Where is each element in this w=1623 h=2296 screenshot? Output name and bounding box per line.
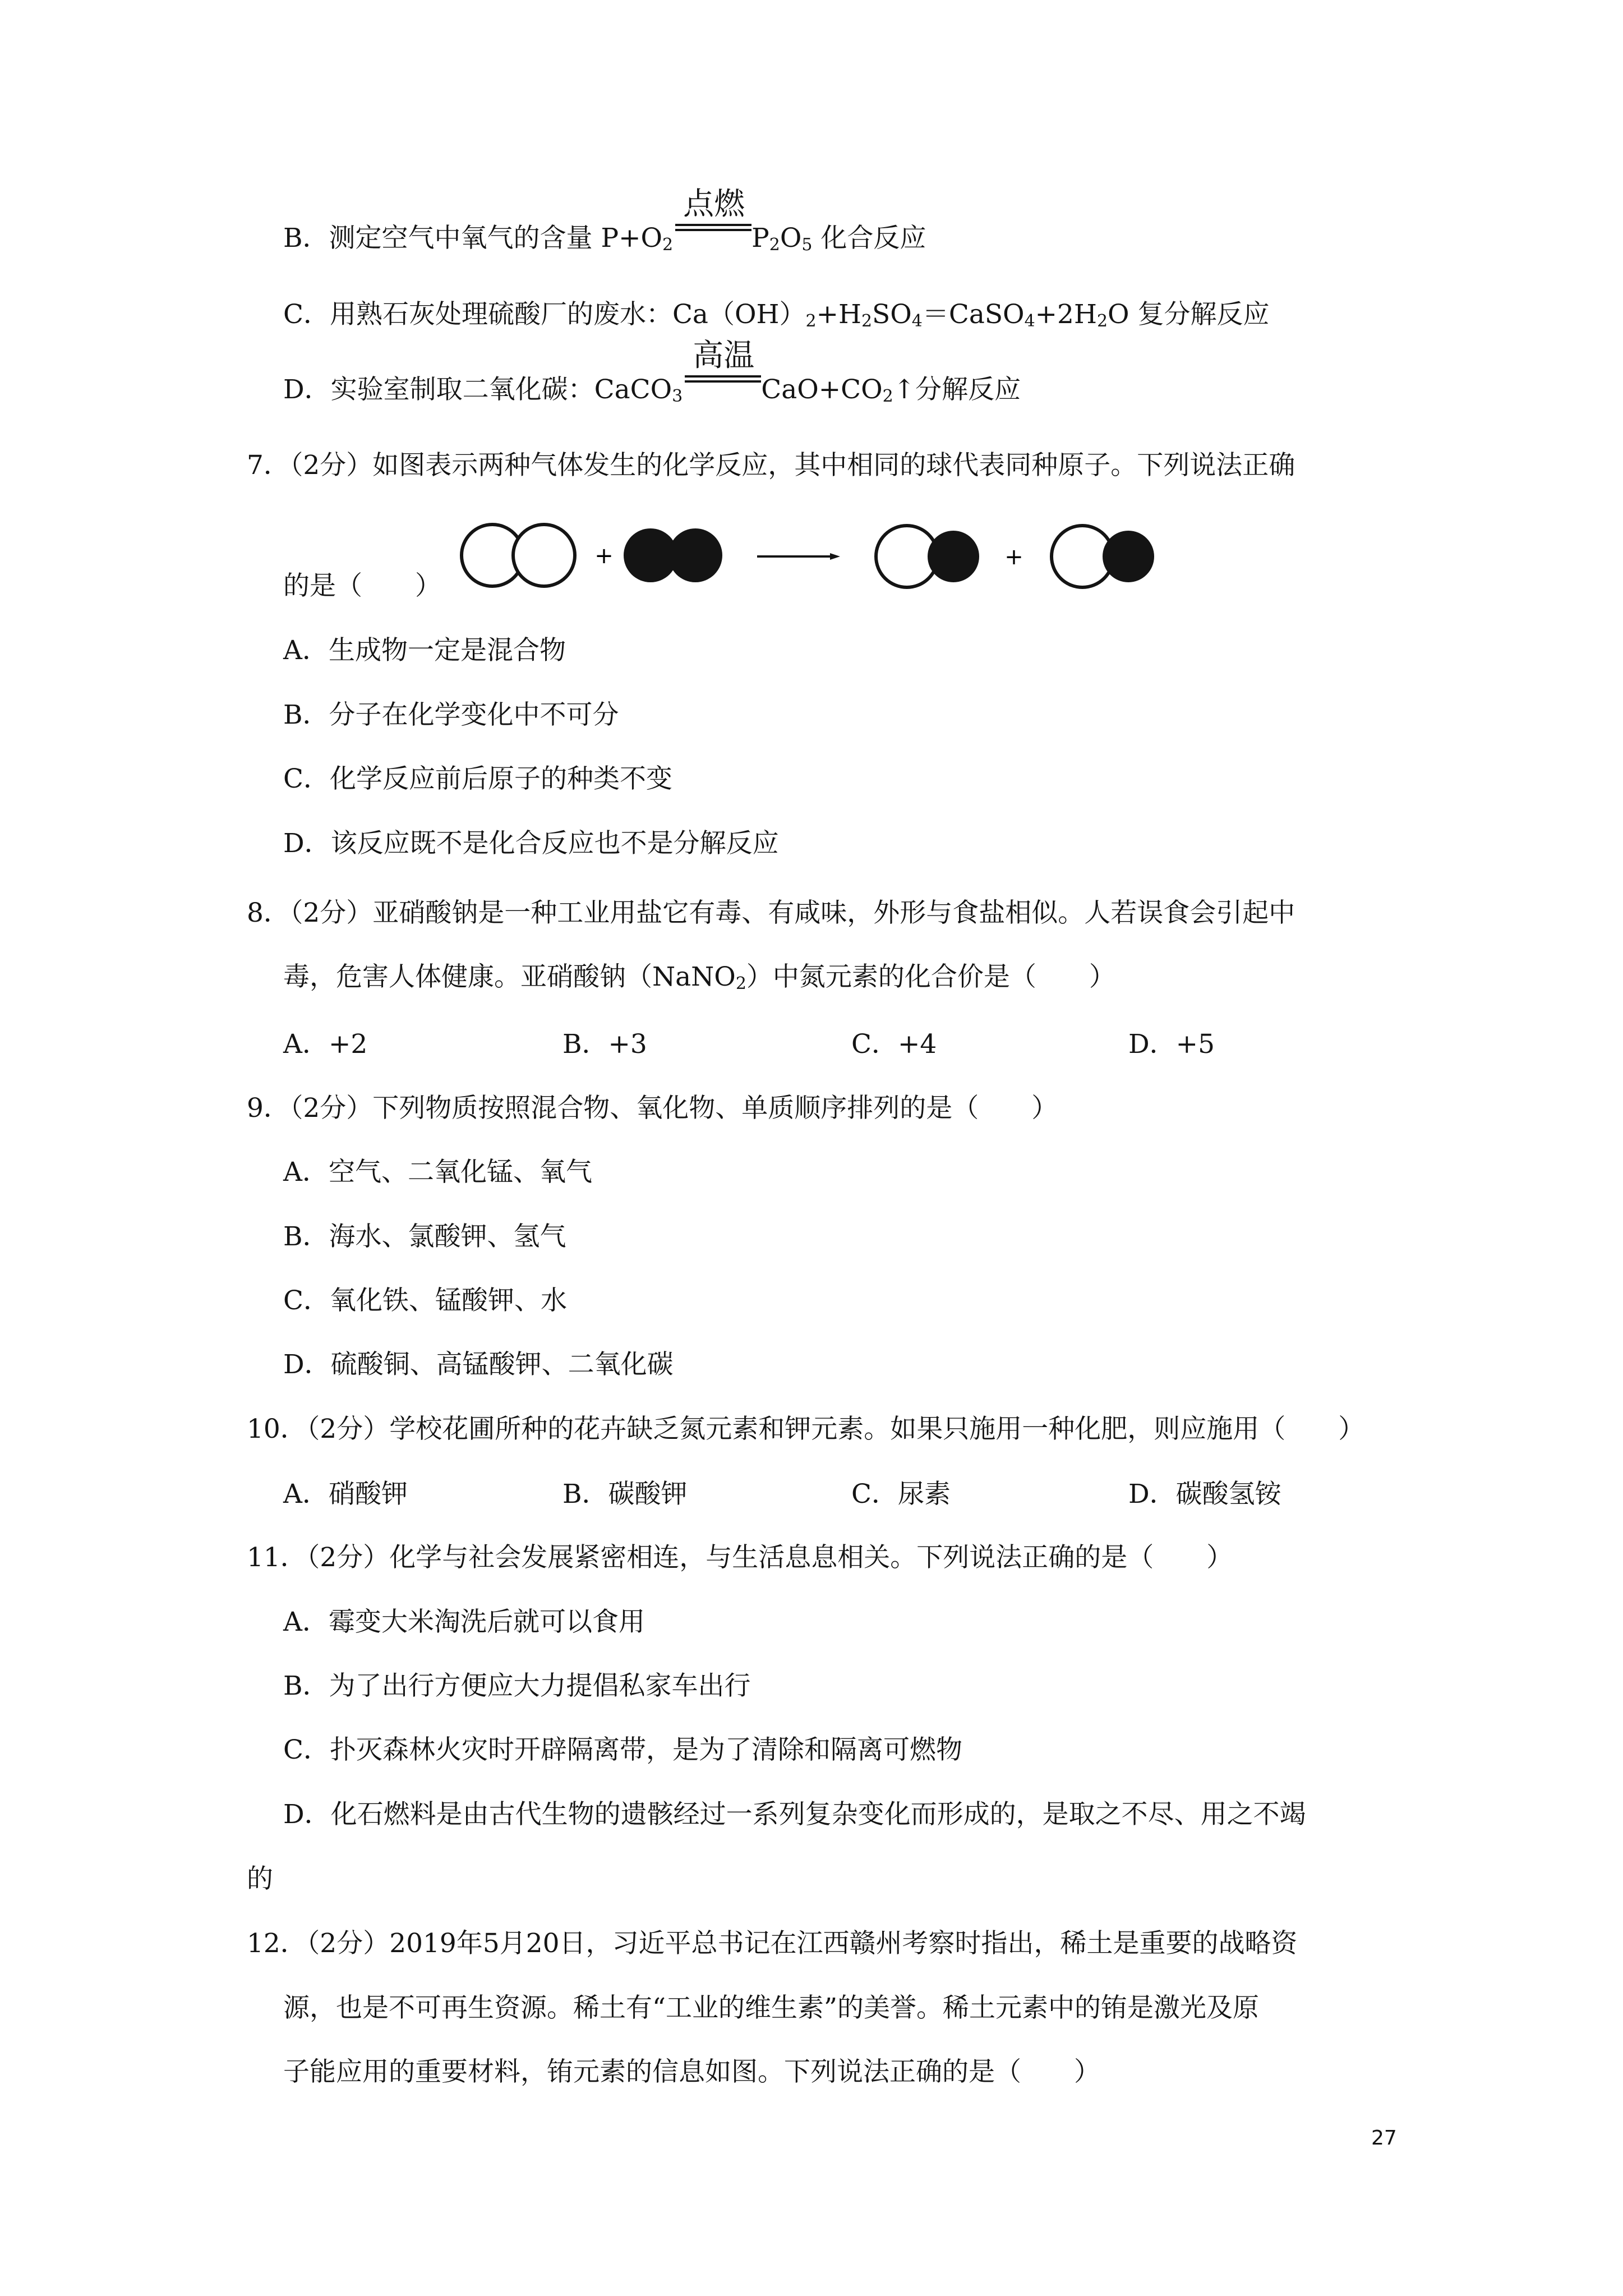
- q11-option-d-continuation: 的: [247, 1864, 273, 1894]
- q7-option-a: A．生成物一定是混合物: [283, 635, 566, 666]
- q12-stem-line1: 12．（2分）2019年5月20日，习近平总书记在江西赣州考察时指出，稀土是重要的战略资: [247, 1928, 1298, 1959]
- q11-option-d: D．化石燃料是由古代生物的遗骸经过一系列复杂变化而形成的，是取之不尽、用之不竭: [283, 1799, 1306, 1830]
- q11-option-a: A．霉变大米淘洗后就可以食用: [283, 1607, 645, 1637]
- q7-option-c: C．化学反应前后原子的种类不变: [283, 763, 672, 794]
- plus-sign: +: [594, 543, 614, 569]
- q12-stem-line2: 源，也是不可再生资源。稀土有“工业的维生素”的美誉。稀土元素中的铕是激光及原: [283, 1993, 1260, 2023]
- q9-stem: 9．（2分）下列物质按照混合物、氧化物、单质顺序排列的是（ ）: [247, 1093, 1058, 1124]
- q10-option-b: B．碳酸钾: [562, 1479, 688, 1510]
- q10-option-d: D．碳酸氢铵: [1128, 1479, 1281, 1510]
- q9-option-c: C．氧化铁、锰酸钾、水: [283, 1285, 567, 1316]
- q8-stem-line1: 8．（2分）亚硝酸钠是一种工业用盐它有毒、有咸味，外形与食盐相似。人若误食会引起中: [247, 898, 1295, 928]
- q9-option-a: A．空气、二氧化锰、氧气: [283, 1157, 592, 1188]
- q7-option-b: B．分子在化学变化中不可分: [283, 700, 619, 730]
- product-molecule: [876, 526, 979, 587]
- black-atom: [1103, 531, 1154, 582]
- q10-option-a: A．硝酸钾: [283, 1479, 408, 1510]
- black-atom: [668, 528, 722, 582]
- q8-option-c: C．+4: [851, 1029, 937, 1060]
- q7-option-d: D．该反应既不是化合反应也不是分解反应: [283, 828, 779, 859]
- q6-option-d: D．实验室制取二氧化碳：CaCO$_3$ 高温 $CaO+CO_2↑$分解反应: [283, 337, 1021, 406]
- page-number: 27: [1371, 2127, 1397, 2150]
- q8-stem-line2: 毒，危害人体健康。亚硝酸钠（NaNO$_2$）中氮元素的化合价是（ ）: [283, 961, 1115, 993]
- q6-option-c: C．用熟石灰处理硫酸厂的废水：$Ca(OH)_2+H_2SO_4=CaSO_4+2H_2O$ 复分解反应: [283, 299, 1270, 331]
- reaction-arrow: [757, 553, 840, 560]
- q11-option-c: C．扑灭森林火灾时开辟隔离带，是为了清除和隔离可燃物: [283, 1734, 962, 1765]
- q9-option-d: D．硫酸铜、高锰酸钾、二氧化碳: [283, 1349, 674, 1380]
- reaction-condition-arrow: 点燃: [673, 222, 751, 255]
- reactant-molecule-white: [462, 524, 575, 586]
- q7-stem-line2: 的是（ ）: [283, 570, 441, 601]
- product-molecule: [1052, 526, 1154, 587]
- white-atom: [513, 524, 575, 586]
- q11-stem: 11．（2分）化学与社会发展紧密相连，与生活息息相关。下列说法正确的是（ ）: [247, 1542, 1233, 1573]
- q7-stem-line1: 7．（2分）如图表示两种气体发生的化学反应，其中相同的球代表同种原子。下列说法正确: [247, 450, 1295, 481]
- q9-option-b: B．海水、氯酸钾、氢气: [283, 1221, 566, 1252]
- q10-option-c: C．尿素: [851, 1479, 951, 1510]
- q12-stem-line3: 子能应用的重要材料，铕元素的信息如图。下列说法正确的是（ ）: [283, 2056, 1100, 2087]
- q6-option-b: B．测定空气中氧气的含量 $P+O_2$ 点燃 $P_2O_5$ 化合反应: [283, 186, 926, 255]
- q8-option-a: A．+2: [283, 1029, 368, 1060]
- q8-option-d: D．+5: [1128, 1029, 1215, 1060]
- q11-option-b: B．为了出行方便应大力提倡私家车出行: [283, 1671, 751, 1701]
- plus-sign: +: [1004, 544, 1023, 570]
- q8-option-b: B．+3: [562, 1029, 647, 1060]
- q10-stem: 10．（2分）学校花圃所种的花卉缺乏氮元素和钾元素。如果只施用一种化肥，则应施用（ ）: [247, 1414, 1365, 1444]
- black-atom: [928, 531, 979, 582]
- reaction-condition-arrow: 高温: [683, 373, 761, 407]
- reactant-molecule-black: [624, 528, 722, 582]
